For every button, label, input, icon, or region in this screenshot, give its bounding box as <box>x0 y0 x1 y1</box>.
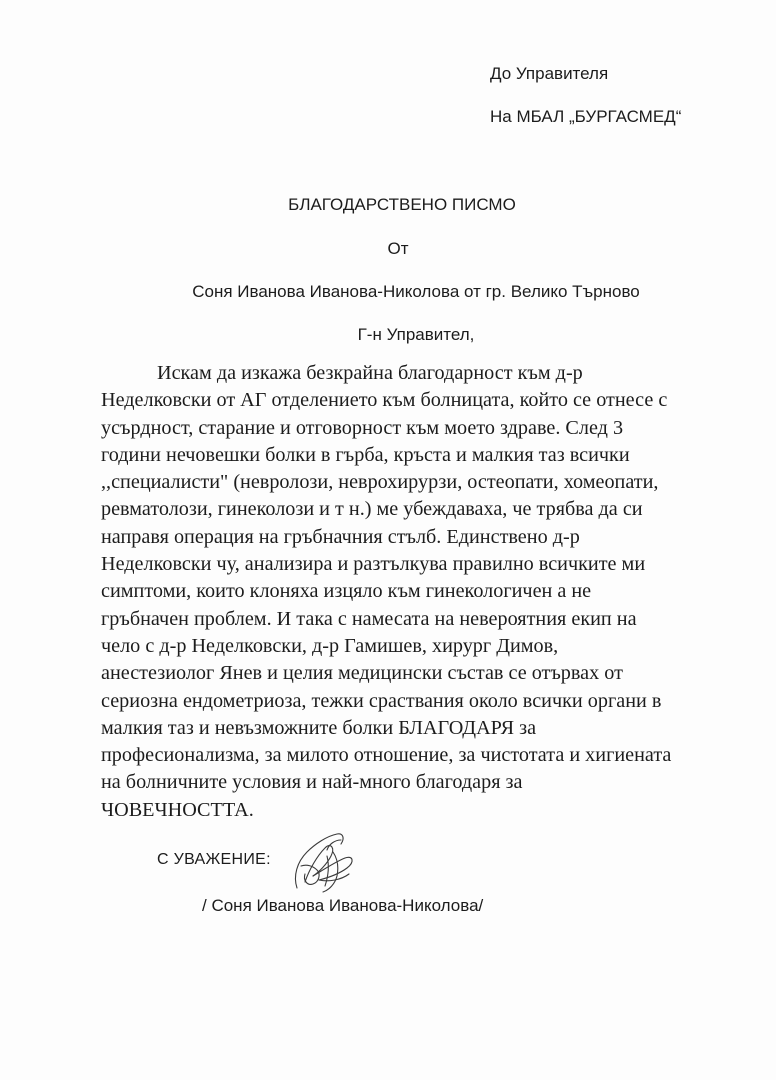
salutation: Г-н Управител, <box>357 325 475 344</box>
handwritten-signature-icon <box>283 826 363 896</box>
letter-body <box>101 360 731 824</box>
body-line: години нечовешки болки в гърба, кръста и малкия таз всички <box>101 443 630 466</box>
body-line: сериозна ендометриоза, тежки сраствания около всички органи в <box>101 689 662 712</box>
body-line: на болничните условия и най-много благодаря за <box>101 771 523 794</box>
body-line: професионализма, за милото отношение, за чистотата и хигиената <box>101 744 672 767</box>
letter-title: БЛАГОДАРСТВЕНО ПИСМО <box>288 195 516 214</box>
body-line: гръбначен проблем. И така с намесата на невероятния екип на <box>101 607 637 630</box>
body-line: анестезиолог Янев и целия медицински състав се отървах от <box>101 662 623 685</box>
body-line: симптоми, които клоняха изцяло към гинекологичен а не <box>101 580 592 603</box>
recipient-line-2: На МБАЛ „БУРГАСМЕД“ <box>490 107 682 126</box>
body-line: чело с д-р Неделковски, д-р Гамишев, хирург Димов, <box>101 634 559 657</box>
from-label: От <box>387 239 409 258</box>
body-line: Искам да изкажа безкрайна благодарност към д-р <box>157 362 583 384</box>
recipient-line-1: До Управителя <box>490 64 609 83</box>
body-line: ЧОВЕЧНОСТТА. <box>101 798 254 821</box>
signature-name: / Соня Иванова Иванова-Николова/ <box>202 896 484 915</box>
body-line: Неделковски чу, анализира и разтълкува правилно всичките ми <box>101 553 646 576</box>
sender-line: Соня Иванова Иванова-Николова от гр. Велико Търново <box>192 282 640 301</box>
body-line: ,,специалисти" (невролози, неврохирурзи, остеопати, хомеопати, <box>101 471 659 494</box>
body-line: ревматолози, гинеколози и т н.) ме убеждаваха, че трябва да си <box>101 498 643 521</box>
body-line: направя операция на гръбначния стълб. Единствено д-р <box>101 525 580 548</box>
body-line: Неделковски от АГ отделението към болницата, който се отнесе с <box>101 389 668 412</box>
closing-phrase: С УВАЖЕНИЕ: <box>157 851 271 868</box>
body-line: малкия таз и невъзможните болки БЛАГОДАРЯ за <box>101 716 537 739</box>
body-line: усърдност, старание и отговорност към моето здраве. След 3 <box>101 416 624 439</box>
